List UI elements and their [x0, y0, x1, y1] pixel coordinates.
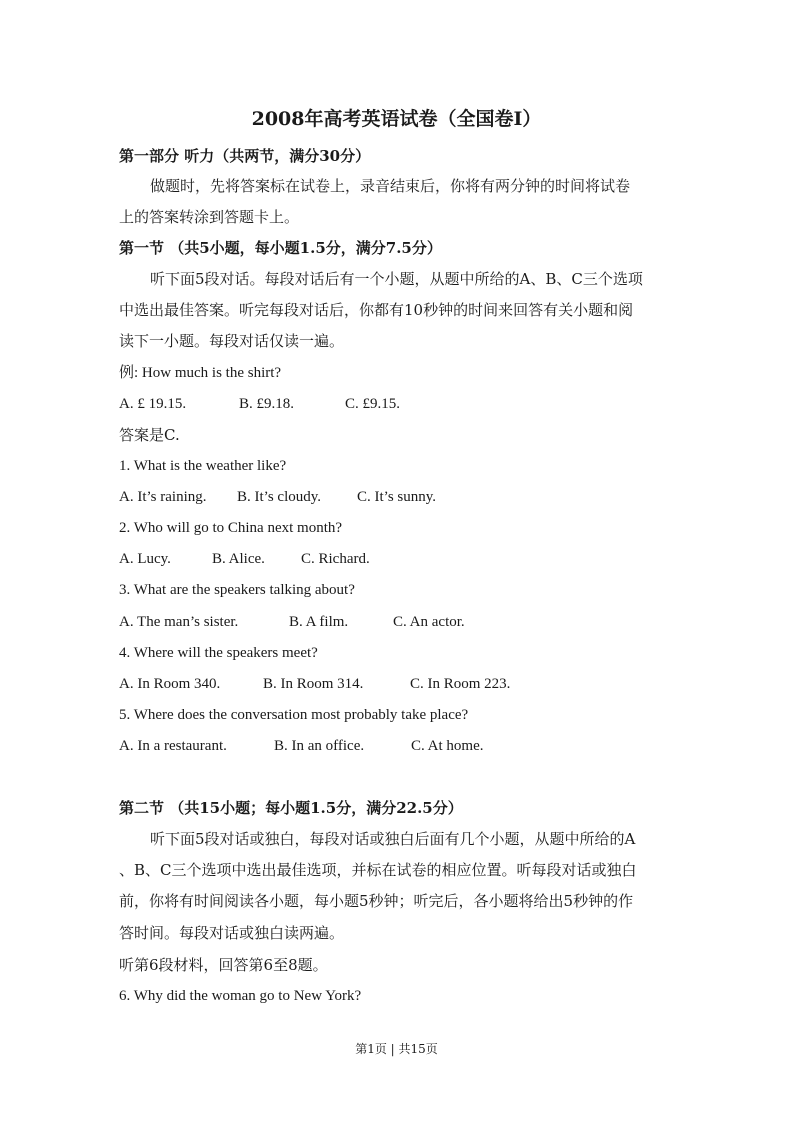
section2-instruction-line: 、B、C三个选项中选出最佳选项，并标在试卷的相应位置。听每段对话或独白 [119, 861, 637, 879]
example-option: B. £9.18. [239, 396, 295, 412]
section2-instruction-line: 答时间。每段对话或独白读两遍。 [119, 924, 345, 942]
part1-intro-line: 做题时，先将答案标在试卷上，录音结束后，你将有两分钟的时间将试卷 [150, 177, 631, 195]
question-options [119, 736, 484, 756]
part1-heading: 第一部分 听力（共两节，满分30分） [119, 147, 371, 165]
option: C. An actor. [393, 614, 465, 630]
material-note: 听第6段材料，回答第6至8题。 [119, 956, 328, 974]
question: 3. What are the speakers talking about? [119, 582, 355, 598]
option: A. The man’s sister. [119, 614, 239, 630]
part1-intro-line: 上的答案转涂到答题卡上。 [119, 208, 300, 226]
page-footer: 第1页 | 共15页 [355, 1042, 438, 1056]
option: A. Lucy. [119, 551, 171, 567]
option: B. Alice. [212, 551, 265, 567]
option: B. It’s cloudy. [237, 489, 322, 505]
question: 5. Where does the conversation most probably take place? [119, 707, 469, 723]
section2-heading: 第二节 （共15小题；每小题1.5分，满分22.5分） [119, 799, 463, 817]
section1-instruction-line: 读下一小题。每段对话仅读一遍。 [119, 332, 345, 350]
example-options [119, 394, 400, 414]
question-options [119, 549, 370, 569]
option: A. It’s raining. [119, 489, 207, 505]
example-answer: 答案是C. [119, 426, 180, 444]
option: A. In Room 340. [119, 676, 221, 692]
section2-instruction-line: 听下面5段对话或独白，每段对话或独白后面有几个小题，从题中所给的A [150, 830, 636, 848]
section1-instruction-line: 中选出最佳答案。听完每段对话后，你都有10秒钟的时间来回答有关小题和阅 [119, 301, 634, 319]
section1-heading: 第一节 （共5小题，每小题1.5分，满分7.5分） [119, 239, 442, 257]
option: C. Richard. [301, 551, 370, 567]
option: B. A film. [289, 614, 349, 630]
option: A. In a restaurant. [119, 738, 227, 754]
section1-instruction-line: 听下面5段对话。每段对话后有一个小题，从题中所给的A、B、C三个选项 [150, 270, 643, 288]
option: B. In Room 314. [263, 676, 364, 692]
question-options [119, 674, 510, 694]
question-options [119, 612, 465, 632]
option: B. In an office. [274, 738, 365, 754]
page-title: 2008年高考英语试卷（全国卷I） [251, 108, 542, 130]
question: 4. Where will the speakers meet? [119, 645, 318, 661]
question-options [119, 487, 436, 507]
question: 6. Why did the woman go to New York? [119, 988, 362, 1004]
option: C. At home. [411, 738, 484, 754]
question: 1. What is the weather like? [119, 458, 287, 474]
option: C. It’s sunny. [357, 489, 437, 505]
example-option: C. £9.15. [345, 396, 401, 412]
example-option: A. £ 19.15. [119, 396, 187, 412]
example-question: 例: How much is the shirt? [119, 365, 282, 381]
option: C. In Room 223. [410, 676, 511, 692]
section2-instruction-line: 前，你将有时间阅读各小题，每小题5秒钟；听完后，各小题将给出5秒钟的作 [119, 892, 634, 910]
question: 2. Who will go to China next month? [119, 520, 343, 536]
